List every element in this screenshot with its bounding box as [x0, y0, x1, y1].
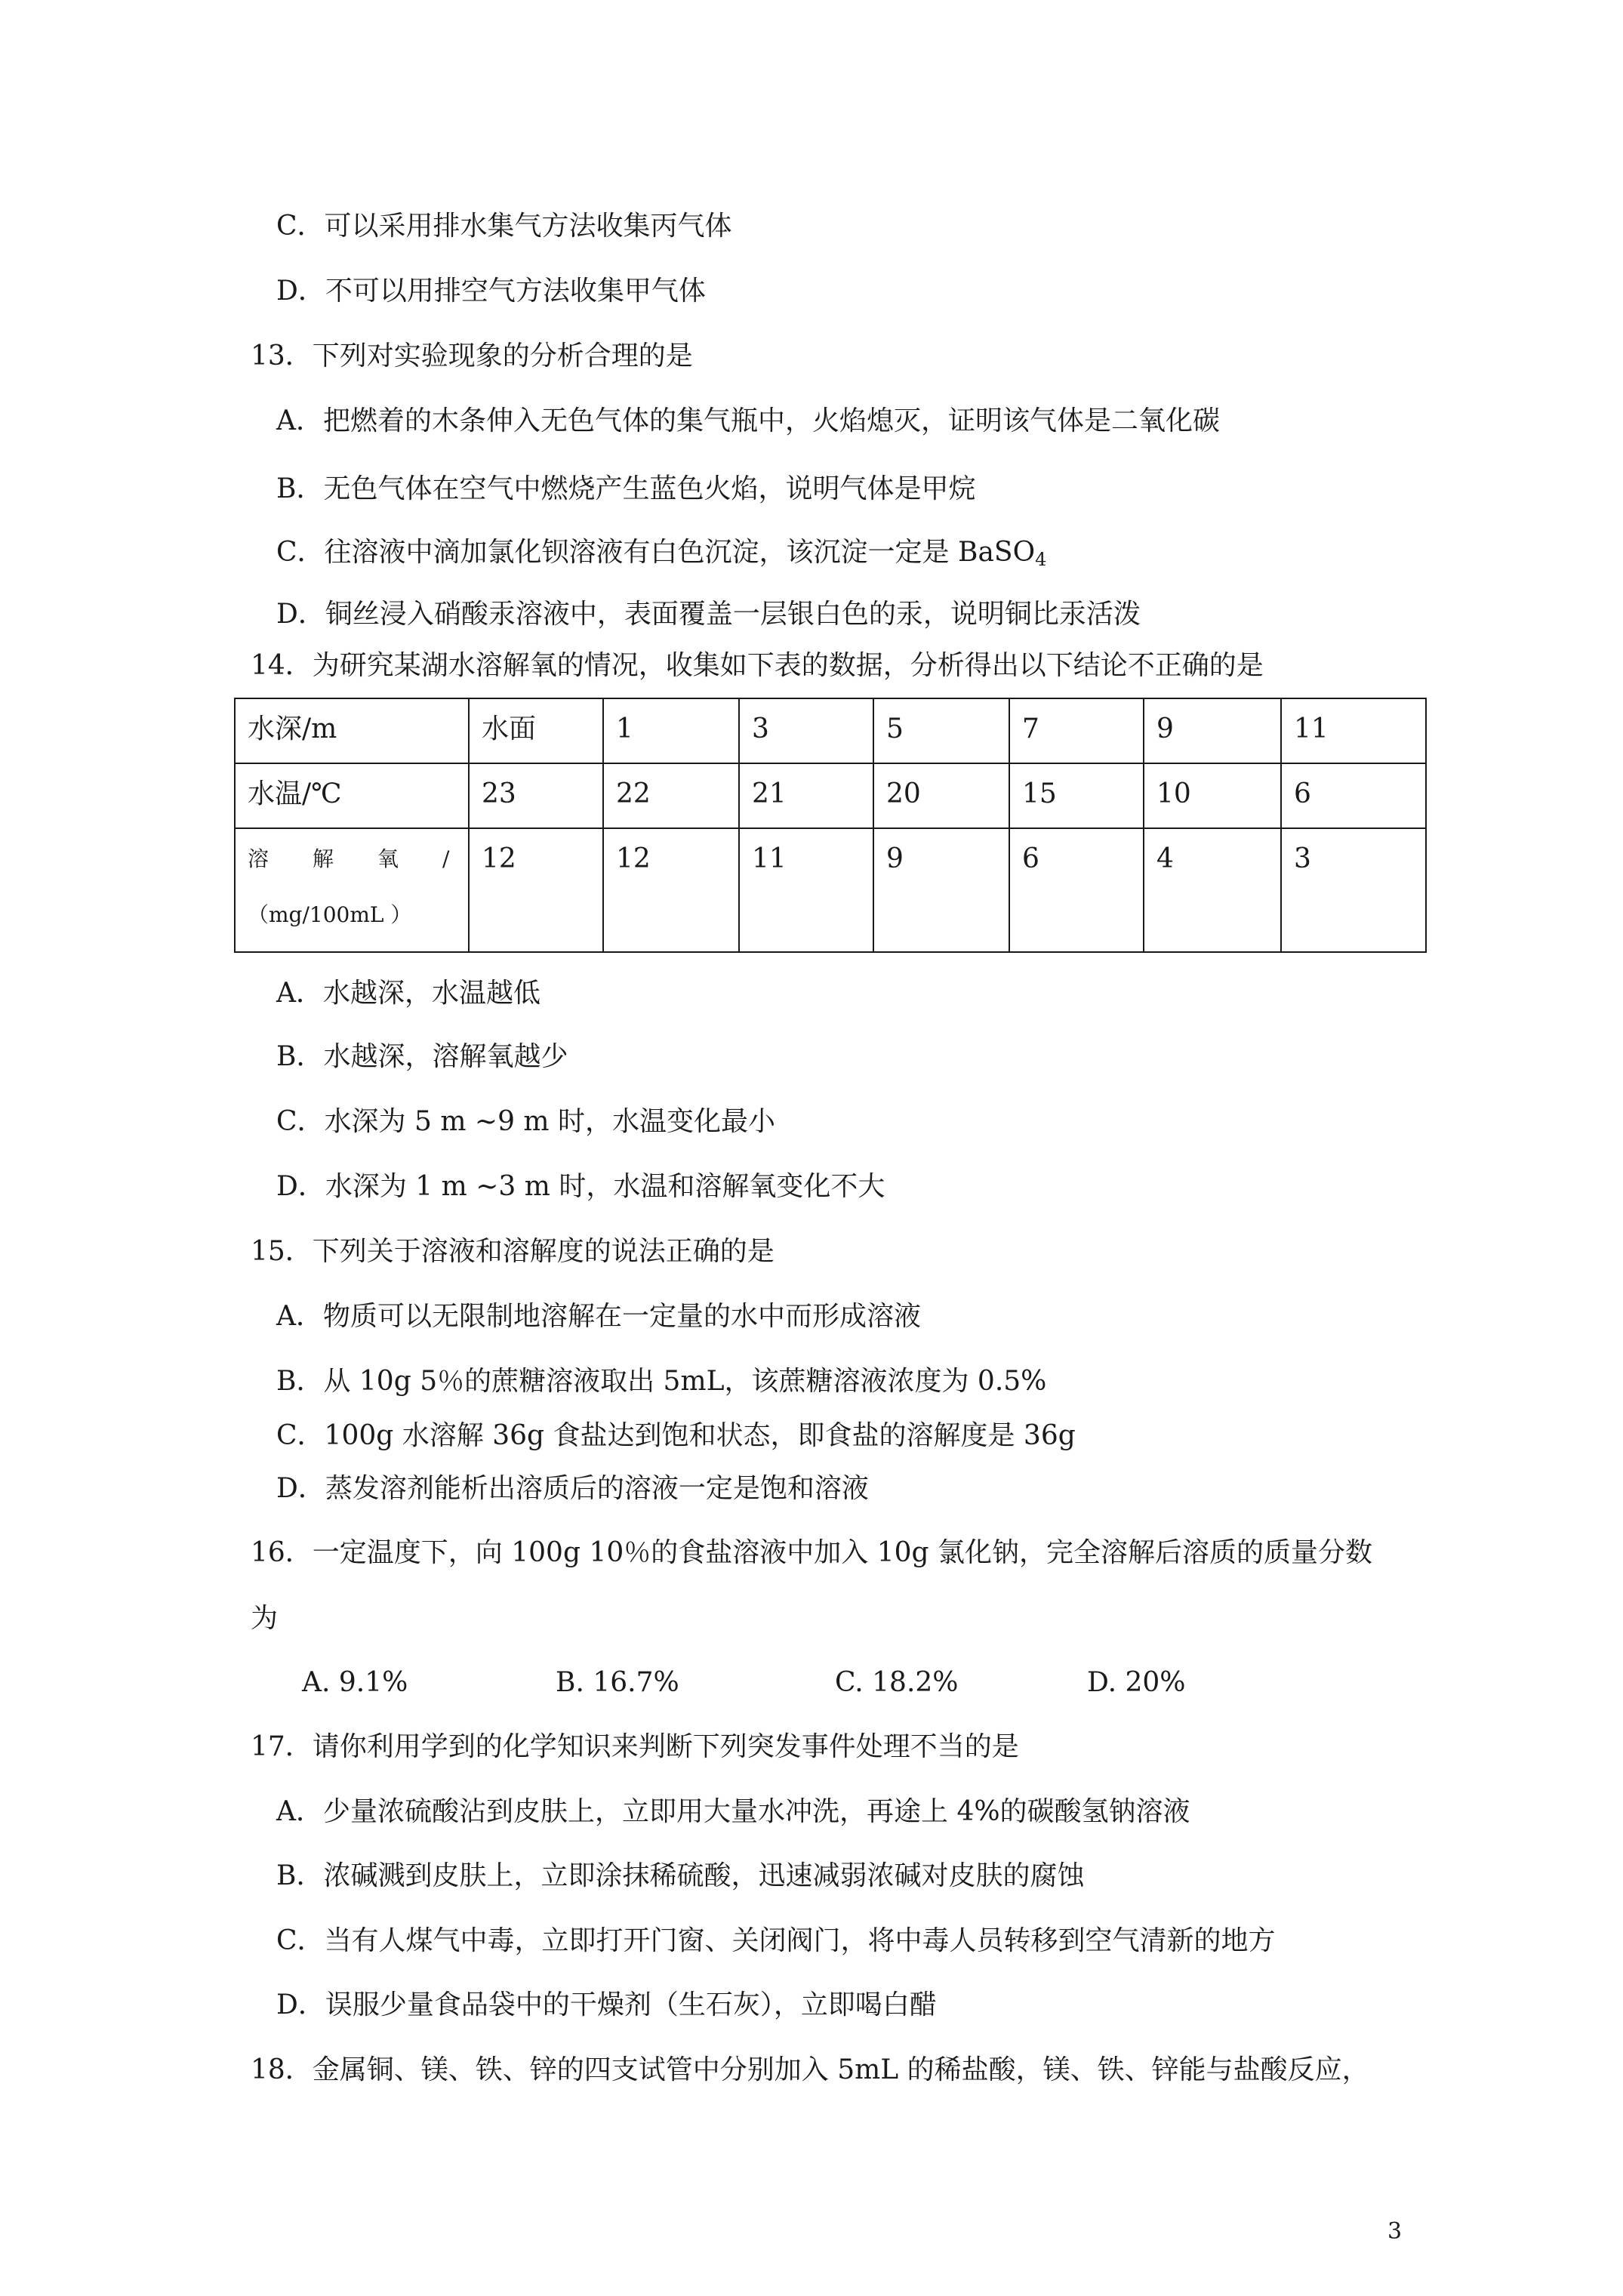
- q16-stem: 16．一定温度下，向 100g 10％的食盐溶液中加入 10g 氯化钠，完全溶解后溶质的质量分数: [251, 1537, 1373, 1568]
- dissolved-oxygen-cell: 4: [1144, 828, 1281, 952]
- depth-cell: 7: [1009, 698, 1144, 763]
- q15-option-d: D．蒸发溶剂能析出溶质后的溶液一定是饱和溶液: [276, 1473, 869, 1504]
- q16-stem-continued: 为: [251, 1603, 279, 1634]
- q18-stem: 18．金属铜、镁、铁、锌的四支试管中分别加入 5mL 的稀盐酸，镁、铁、锌能与盐酸反应，: [251, 2054, 1369, 2085]
- depth-cell: 1: [603, 698, 739, 763]
- dissolved-oxygen-cell: 6: [1009, 828, 1144, 952]
- page-number: 3: [1387, 2218, 1403, 2245]
- dissolved-oxygen-label-cell: [235, 828, 494, 952]
- q14-option-d: D．水深为 1 m ~3 m 时，水温和溶解氧变化不大: [276, 1171, 885, 1202]
- temperature-cell: 15: [1009, 763, 1144, 828]
- q13-stem: 13．下列对实验现象的分析合理的是: [251, 341, 693, 371]
- temperature-cell: 20: [873, 763, 1009, 828]
- q17-option-b: B．浓碱溅到皮肤上，立即涂抹稀硫酸，迅速减弱浓碱对皮肤的腐蚀: [276, 1860, 1085, 1891]
- q14-option-c: C．水深为 5 m ~9 m 时，水温变化最小: [276, 1106, 776, 1137]
- q13-option-a: A．把燃着的木条伸入无色气体的集气瓶中，火焰熄灭，证明该气体是二氧化碳: [276, 405, 1220, 436]
- q16-choice-b: B. 16.7%: [556, 1667, 679, 1698]
- table-row-temperature: [235, 763, 1426, 828]
- q16-choice-a: A. 9.1%: [302, 1667, 408, 1698]
- q16-choice-c: C. 18.2%: [835, 1667, 959, 1698]
- q13-option-d: D．铜丝浸入硝酸汞溶液中，表面覆盖一层银白色的汞，说明铜比汞活泼: [276, 599, 1141, 630]
- temperature-cell: 22: [603, 763, 739, 828]
- table-row-depth: [235, 698, 1426, 763]
- depth-cell: 3: [739, 698, 873, 763]
- depth-cell: 5: [873, 698, 1009, 763]
- dissolved-oxygen-cell: 12: [603, 828, 739, 952]
- table-row-dissolved-oxygen: [235, 828, 1426, 952]
- dissolved-oxygen-unit: （mg/100mL ）: [248, 902, 412, 927]
- q15-option-b: B．从 10g 5％的蔗糖溶液取出 5mL，该蔗糖溶液浓度为 0.5%: [276, 1366, 1047, 1397]
- q16-choice-d: D. 20%: [1087, 1667, 1186, 1698]
- temperature-cell: 23: [469, 763, 603, 828]
- q17-option-d: D．误服少量食品袋中的干燥剂（生石灰），立即喝白醋: [276, 1989, 937, 2020]
- depth-cell: 水面: [469, 698, 603, 763]
- depth-cell: 9: [1144, 698, 1281, 763]
- temperature-label-cell: 水温/℃: [235, 763, 469, 828]
- q13-option-c-subscript: 4: [1035, 549, 1047, 570]
- q15-stem: 15．下列关于溶液和溶解度的说法正确的是: [251, 1236, 775, 1267]
- q13-option-c: [276, 536, 1046, 569]
- dissolved-oxygen-label: 溶解氧/: [248, 846, 494, 871]
- dissolved-oxygen-cell: 9: [873, 828, 1009, 952]
- q17-option-a: A．少量浓硫酸沾到皮肤上，立即用大量水冲洗，再途上 4%的碳酸氢钠溶液: [276, 1796, 1190, 1827]
- dissolved-oxygen-cell: 12: [469, 828, 603, 952]
- q14-option-a: A．水越深，水温越低: [276, 978, 540, 1009]
- temperature-cell: 21: [739, 763, 873, 828]
- q12-option-d: D．不可以用排空气方法收集甲气体: [276, 276, 706, 307]
- dissolved-oxygen-cell: 11: [739, 828, 873, 952]
- depth-label-cell: 水深/m: [235, 698, 469, 763]
- q15-option-a: A．物质可以无限制地溶解在一定量的水中而形成溶液: [276, 1301, 921, 1332]
- dissolved-oxygen-cell: 3: [1281, 828, 1426, 952]
- q14-stem: 14．为研究某湖水溶解氧的情况，收集如下表的数据，分析得出以下结论不正确的是: [251, 650, 1264, 681]
- q13-option-b: B．无色气体在空气中燃烧产生蓝色火焰，说明气体是甲烷: [276, 473, 976, 504]
- temperature-cell: 6: [1281, 763, 1426, 828]
- q15-option-c: C．100g 水溶解 36g 食盐达到饱和状态，即食盐的溶解度是 36g: [276, 1420, 1076, 1451]
- temperature-cell: 10: [1144, 763, 1281, 828]
- q17-option-c: C．当有人煤气中毒，立即打开门窗、关闭阀门，将中毒人员转移到空气清新的地方: [276, 1925, 1276, 1956]
- depth-cell: 11: [1281, 698, 1426, 763]
- q14-option-b: B．水越深，溶解氧越少: [276, 1041, 568, 1072]
- q13-option-c-text: C．往溶液中滴加氯化钡溶液有白色沉淀，该沉淀一定是 BaSO: [276, 537, 1036, 568]
- q14-data-table: [234, 698, 1427, 953]
- q12-option-c: C．可以采用排水集气方法收集丙气体: [276, 211, 732, 242]
- q17-stem: 17．请你利用学到的化学知识来判断下列突发事件处理不当的是: [251, 1731, 1019, 1762]
